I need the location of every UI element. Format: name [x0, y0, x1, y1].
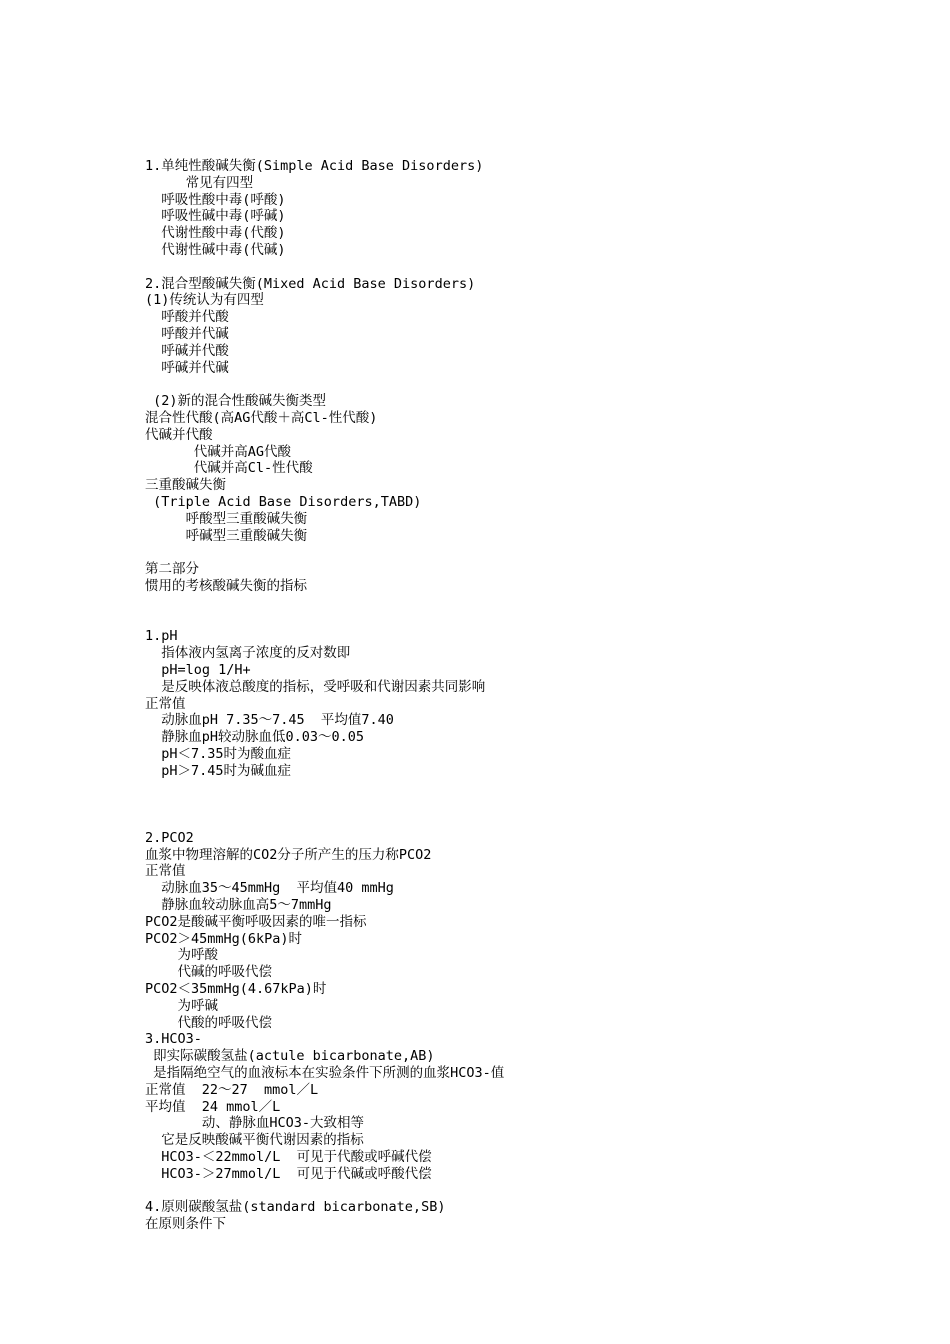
text-line: 它是反映酸碱平衡代谢因素的指标 — [145, 1132, 364, 1149]
text-line: HCO3-＜22mmol/L 可见于代酸或呼碱代偿 — [145, 1149, 432, 1166]
blank-line — [145, 376, 905, 393]
text-line: 呼碱型三重酸碱失衡 — [145, 527, 308, 544]
text-line: 代碱并代酸 — [145, 426, 213, 443]
text-line: 代碱的呼吸代偿 — [145, 964, 273, 981]
text-line: 静脉血较动脉血高5～7mmHg — [145, 897, 332, 914]
text-line: (1)传统认为有四型 — [145, 292, 264, 309]
text-line: 动脉血pH 7.35～7.45 平均值7.40 — [145, 712, 394, 729]
text-line: 2.混合型酸碱失衡(Mixed Acid Base Disorders) — [145, 275, 476, 292]
text-line: 混合性代酸(高AG代酸＋高Cl-性代酸) — [145, 409, 378, 426]
text-line: pH＜7.35时为酸血症 — [145, 745, 292, 762]
text-line: 动、静脉血HCO3-大致相等 — [145, 1115, 365, 1132]
text-line: (Triple Acid Base Disorders,TABD) — [145, 493, 422, 510]
text-line: 代谢性酸中毒(代酸) — [145, 225, 286, 242]
text-line: 代碱并高AG代酸 — [145, 443, 292, 460]
text-line: 正常值 — [145, 863, 186, 880]
text-line: 第二部分 — [145, 561, 199, 578]
text-line: 1.单纯性酸碱失衡(Simple Acid Base Disorders) — [145, 158, 484, 174]
text-line: 为呼酸 — [145, 947, 219, 964]
text-line: 静脉血pH较动脉血低0.03～0.05 — [145, 729, 365, 746]
document-body — [145, 158, 905, 1233]
text-line: pH＞7.45时为碱血症 — [145, 762, 292, 779]
text-line: PCO2＞45mmHg(6kPa)时 — [145, 930, 303, 947]
text-line: 呼碱并代酸 — [145, 342, 229, 359]
text-line: 呼酸并代酸 — [145, 309, 229, 326]
text-line: 动脉血35～45mmHg 平均值40 mmHg — [145, 880, 394, 897]
text-line: 呼酸型三重酸碱失衡 — [145, 510, 308, 527]
text-line: 呼吸性碱中毒(呼碱) — [145, 208, 286, 225]
text-line: 即实际碳酸氢盐(actule bicarbonate,AB) — [145, 1048, 435, 1065]
text-line: 为呼碱 — [145, 997, 219, 1014]
blank-line — [145, 612, 905, 629]
text-line: 平均值 24 mmol／L — [145, 1098, 281, 1115]
blank-line — [145, 259, 905, 276]
blank-line — [145, 595, 905, 612]
text-line: 惯用的考核酸碱失衡的指标 — [145, 577, 307, 594]
text-line: 代碱并高Cl-性代酸 — [145, 460, 313, 477]
text-line: 常见有四型 — [145, 174, 254, 191]
blank-line — [145, 1183, 905, 1200]
text-line: 呼碱并代碱 — [145, 359, 229, 376]
text-line: 是反映体液总酸度的指标，受呼吸和代谢因素共同影响 — [145, 678, 486, 695]
text-line: (2)新的混合性酸碱失衡类型 — [145, 393, 327, 410]
text-line: 2.PCO2 — [145, 829, 194, 846]
text-line: HCO3-＞27mmol/L 可见于代碱或呼酸代偿 — [145, 1165, 432, 1182]
text-line: 1.pH — [145, 628, 178, 645]
text-line: 呼酸并代碱 — [145, 325, 229, 342]
text-line: PCO2是酸碱平衡呼吸因素的唯一指标 — [145, 913, 367, 930]
text-line: 代酸的呼吸代偿 — [145, 1014, 273, 1031]
text-line: 正常值 — [145, 695, 186, 712]
blank-line — [145, 779, 905, 796]
text-line: PCO2＜35mmHg(4.67kPa)时 — [145, 981, 327, 998]
text-line: 是指隔绝空气的血液标本在实验条件下所测的血浆HCO3-值 — [145, 1065, 505, 1082]
text-line: 4.原则碳酸氢盐(standard bicarbonate,SB) — [145, 1199, 446, 1216]
text-line: 指体液内氢离子浓度的反对数即 — [145, 645, 351, 662]
text-line: 在原则条件下 — [145, 1216, 226, 1233]
text-line: pH=log 1/H+ — [145, 661, 251, 678]
text-line: 呼吸性酸中毒(呼酸) — [145, 191, 286, 208]
blank-line — [145, 544, 905, 561]
text-line: 血浆中物理溶解的CO2分子所产生的压力称PCO2 — [145, 846, 432, 863]
blank-line — [145, 813, 905, 830]
text-line: 3.HCO3- — [145, 1031, 202, 1048]
text-line: 正常值 22～27 mmol／L — [145, 1081, 319, 1098]
blank-line — [145, 796, 905, 813]
text-line: 代谢性碱中毒(代碱) — [145, 241, 286, 258]
text-line: 三重酸碱失衡 — [145, 477, 226, 494]
